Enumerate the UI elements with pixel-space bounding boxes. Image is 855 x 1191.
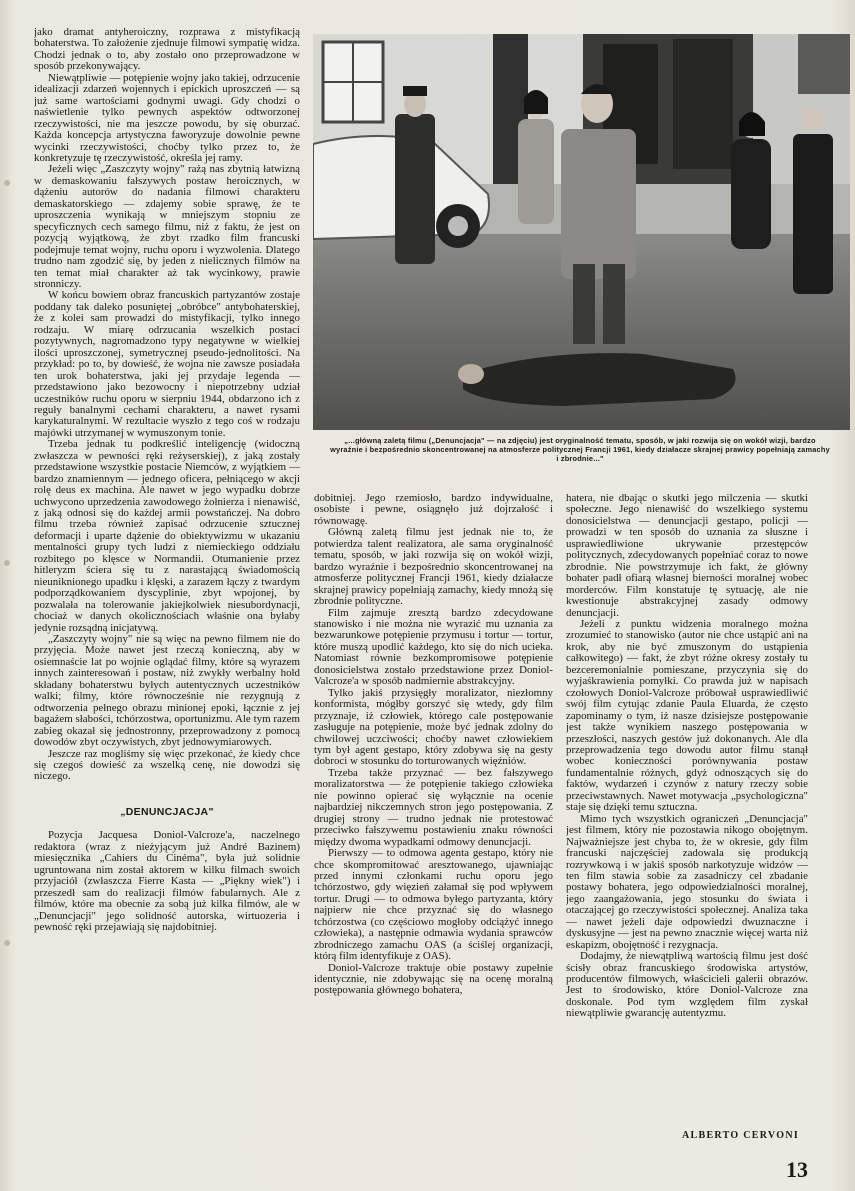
paragraph: „Zaszczyty wojny" nie są więc na pewno filmem nie do przyjęcia. Może nawet jest rzeczą konieczną, aby w osiemnaście lat po wojnie oglądać filmy, które są wyrazem innych zainteresowań i postaw, niż zwykły werbalny hołd składany bohaterstwu byłych autentycznych uczestników walki; filmy, które równocześnie nie rezygnują z odtworzenia pełnego obrazu minionej epoki, łącznie z jej bagażem słabości, tchórzostwa, oportunizmu. Ale tym razem zabieg okazał się jednostronny, przeprowadzony z pomocą dowodów zbyt oczywistych, zbyt jednowymiarowych. <box>34 633 300 749</box>
film-still-image <box>313 34 850 430</box>
paragraph: Pierwszy — to odmowa agenta gestapo, który nie chce skompromitować aresztowanego, ujawniając przed innymi członkami ruchu oporu jego tchórzostwo, gdy więzień załamał się pod wpływem tortur. Drugi — to odmowa byłego partyzanta, który najpierw nie chce przyznać się do własnego tchórzostwa (co częściowo mogłoby odciążyć innego człowieka), a następnie odmawia wydania sprawców zbrodniczego zamachu OAS (a ściślej organizacji, którą film identyfikuje z OAS). <box>314 847 553 963</box>
article-column-2 <box>314 493 553 1143</box>
article-column-1 <box>34 27 300 1147</box>
paragraph: Pozycja Jacquesa Doniol-Valcroze'a, naczelnego redaktora (wraz z nieżyjącym już André Bazinem) miesięcznika „Cahiers du Cinéma", była już solidnie ugruntowana nim został aktorem w kilku filmach swoich przyjaciół (zwłaszcza Fierre Kasta — „Piękny wiek") i przeszedł sam do realizacji filmów fabularnych. Ale z filmów, które ma obecnie za sobą już kilka filmów, ale w „Denuncjacji" jego solidność autorska, wirtuozeria i pewność ręki przejawiają się najdobitniej. <box>34 829 300 933</box>
paragraph: Trzeba jednak tu podkreślić inteligencję (widoczną zwłaszcza w pewności ręki reżyserskiej), z jaką zostały przedstawione wszystkie postacie Niemców, z wyjątkiem — bardzo znamiennym — jednego oficera, pełniącego w akcji rolę deus ex machina. Ale nawet w jego wypadku dobrze uchwycono uprzedzenia zawodowego żołnierza i nienawiść, z jaką odnosi się do każdej armii powstańczej. Na dobro filmu trzeba również zapisać odrzucenie sztucznej deformacji i uparte dążenie do obiektywizmu w ukazaniu mentalności grupy tych ludzi z niemieckiego oddziału rozbitego po klęsce w Normandii. Otumanienie przez hitleryzm ściera się tu z narastającą świadomością nieuniknionego upadku i klęski, a zarazem łączy z twardym podporządkowaniem dyscyplinie, zbyt wpojonej, by pozwalała na tolerowanie jakiejkolwiek niesubordynacji, chociaż w danych okolicznościach właśnie ona byłaby jedynie rozsądną inicjatywą. <box>34 438 300 634</box>
paragraph: jako dramat antyheroiczny, rozprawa z mistyfikacją bohaterstwa. To założenie zjednuje filmowi sympatię widza. Chodzi jednak o to, aby zostało ono przeprowadzone w sposób przekonywający. <box>34 27 300 73</box>
binding-holes <box>4 0 12 1191</box>
paragraph: Tylko jakiś przysięgły moralizator, niezłomny konformista, mógłby gorszyć się wtedy, gdy film przyznaje, iż człowiek, którego cale postępowanie zasługuje na potępienie, może być jednak zdolny do chwilowej uczciwości; choćby nawet człowiekiem tym był agent gestapo, który zdobywa się na gesty dobroci w stosunku do torturowanych więźniów. <box>314 686 553 768</box>
paragraph: Jeżeli więc „Zaszczyty wojny" rażą nas zbytnią łatwizną w demaskowaniu fałszywych postaw heroicznych, w dążeniu autorów do nadania filmowi charakteru demaskatorskiego — zdajemy sobie sprawę, że te uproszczenia wynikają w mniejszym stopniu ze specyficznych cech samego filmu, niż z faktu, że jest on pozycją wyjątkową, że zbyt rzadko film francuski podejmuje temat wojny, ruchu oporu i wyzwolenia. Dlatego trudno nam zgodzić się, by jeden z nielicznych filmów na ten temat miał charakter aż tak wycinkowy, prawie stronniczy. <box>34 163 300 290</box>
film-still-photo <box>313 34 850 430</box>
paragraph: Dodajmy, że niewątpliwą wartością filmu jest dość ścisły obraz francuskiego środowiska artystów, producentów filmowych, właścicieli galerii obrazów. Jest to środowisko, które Doniol-Valcroze zna doskonale. Pod tym względem film zyskał niewątpliwie gwarancję autentyzmu. <box>566 950 808 1020</box>
paragraph: Niewątpliwie — potępienie wojny jako takiej, odrzucenie idealizacji zdarzeń wojennych i epickich uproszczeń — są już same wartościami godnymi uwagi. Gdy chodzi o naświetlenie tylko pewnych aspektów odtworzonej rzeczywistości, nie ma jeszcze powodu, by się oburzać. Każda koncepcja artystyczna faworyzuje dowolnie pewne wycinki rzeczywistości, choćby tylko przez to, że konkretyzuje tę rzeczywistość, określa jej ramy. <box>34 71 300 164</box>
paragraph: Mimo tych wszystkich ograniczeń „Denuncjacja" jest filmem, który nie pozostawia nikogo obojętnym. Najważniejsze jest chyba to, że w okresie, gdy film francuski najczęściej zadowala się produkcją rozrywkową i w jakiś sposób narkotyzuje widzów — ten film stawia sobie za zasadniczy cel zbadanie postawy bohatera, jego odpowiedzialności moralnej, jego zaangażowania, jego stosunku do świata i otaczającej go rzeczywistości społecznej. Analiza taka — nawet jeżeli daje odpowiedzi dwuznaczne i dyskusyjne — jest na pewno znacznie więcej warta niż eskapizm, obojętność i rezygnacja. <box>566 812 808 951</box>
paragraph: Trzeba także przyznać — bez fałszywego moralizatorstwa — że potępienie takiego człowieka nie powinno opierać się wyłącznie na ocenie najbardziej nikczemnych stron jego postępowania. Z drugiej strony — trudno jednak nie protestować przeciwko fałszywemu postawieniu znaku równości między dwoma wypadkami odmowy denuncjacji. <box>314 766 553 848</box>
photo-caption: „...główną zaletą filmu („Denuncjacja" — na zdjęciu) jest oryginalność tematu, sposób, w jaki rozwija się on wokół wizji, bardzo wyraźnie i bezpośrednio skoncentrowanej na atmosferze politycznej Francji 1961, kiedy działacze skrajnej prawicy popełniają zamachy i zbrodnie..." <box>330 436 830 463</box>
paragraph: Film zajmuje zresztą bardzo zdecydowane stanowisko i nie można nie wyrazić mu uznania za bezwarunkowe potępienie przymusu i tortur — tortur, które muszą upodlić każdego, kto się do nich ucieka. Natomiast równie bezkompromisowe potępienie donosicielstwa zostało przedstawione przez Doniol-Valcroze'a w sposób nadmiernie abstrakcyjny. <box>314 606 553 688</box>
paragraph: Główną zaletą filmu jest jednak nie to, że potwierdza talent realizatora, ale sama oryginalność tematu, sposób, w jaki rozwija się on wokół wizji, bardzo wyraźnie i bezpośrednio skoncentrowanej na atmosferze politycznej Francji 1961, kiedy działacze skrajnej prawicy popełniają zamachy, kiedy mnożą się zbrodnie polityczne. <box>314 526 553 608</box>
paragraph: dobitniej. Jego rzemiosło, bardzo indywidualne, osobiste i pewne, osiągnęło już dojrzałość i równowagę. <box>314 493 553 527</box>
paragraph: hatera, nie dbając o skutki jego milczenia — skutki społeczne. Jego nienawiść do wszelkiego systemu donosicielstwa — denuncjacji gestapo, policji — prowadzi w ten sposób do uznania za słuszne i usprawiedliwione ukrywanie przestępców politycznych, zdecydowanych popełniać coraz to nowe zbrodnie. Nie powstrzymuje ich fakt, że główny bohater padł ofiarą własnej bierności moralnej wobec morderców. Film konstatuje tę sytuację, ale nie kwestionuje abstrakcyjnej zasady odmowy denuncjacji. <box>566 493 808 619</box>
page-number: 13 <box>786 1157 808 1182</box>
paragraph: Jeżeli z punktu widzenia moralnego można zrozumieć to stanowisko (autor nie chce ustąpić ani na krok, aby nie być zmuszonym do ustąpienia całkowitego) — fakt, że zbyt różne okresy zostały tu bezceremonialnie pomieszane, przyczynia się do wyjaśkrawienia pomyłki. Co prawda już w napisach czołowych Doniol-Valcroze próbował usprawiedliwić swój film cytując zdanie Paula Eluarda, że często zapominamy o tym, iż nasze dzisiejsze postępowanie jest także wynikiem naszego postępowania w przeszłości, naszych gestów już dokonanych. Ale dla przeprowadzenia tego dowodu autor filmu stanął wobec konieczności porównywania postaw fundamentalnie różnych, gdyż odnoszących się do faktów, wydarzeń i czynów z natury rzeczy sobie przeciwstawnych. Nawet motywacja „psychologiczna" staje się dzięki temu sztuczna. <box>566 617 808 814</box>
paragraph: Doniol-Valcroze traktuje obie postawy zupełnie identycznie, nie zdobywając się na ocenę moralną postępowania głównego bohatera, <box>314 961 553 997</box>
paragraph: Jeszcze raz mogliśmy się więc przekonać, że kiedy chce się czegoś dowieść za wszelką cenę, nie dowodzi się niczego. <box>34 747 300 783</box>
section-heading: „DENUNCJACJA" <box>120 805 214 818</box>
author-signature: ALBERTO CERVONI <box>682 1130 800 1141</box>
article-column-3 <box>566 493 808 1143</box>
paragraph: W końcu bowiem obraz francuskich partyzantów zostaje poddany tak daleko posuniętej „obróbce" antybohaterskiej, że z kolei sam prowadzi do mistyfikacji, tylko innego rodzaju. W miarę odrzucania wszelkich postaci pozytywnych, nagromadzono typy negatywne w wielkiej ilości uproszczonej, symetrycznej pseudo-jednolitości. Na przykład: po to, by dowieść, że wojna nie zawsze posiadała ten urok bohaterstwa, jaki jej przydaje legenda — przedstawiono jako bezowocny i niepotrzebny udział uczestników ruchu oporu w sierpniu 1944, obdarzono ich z reguły banalnymi cechami charakteru, a nawet rysami karykaturalnymi. W rezultacie wyszło z tego coś w rodzaju majówki utrzymanej w wymuszonym tonie. <box>34 289 300 439</box>
